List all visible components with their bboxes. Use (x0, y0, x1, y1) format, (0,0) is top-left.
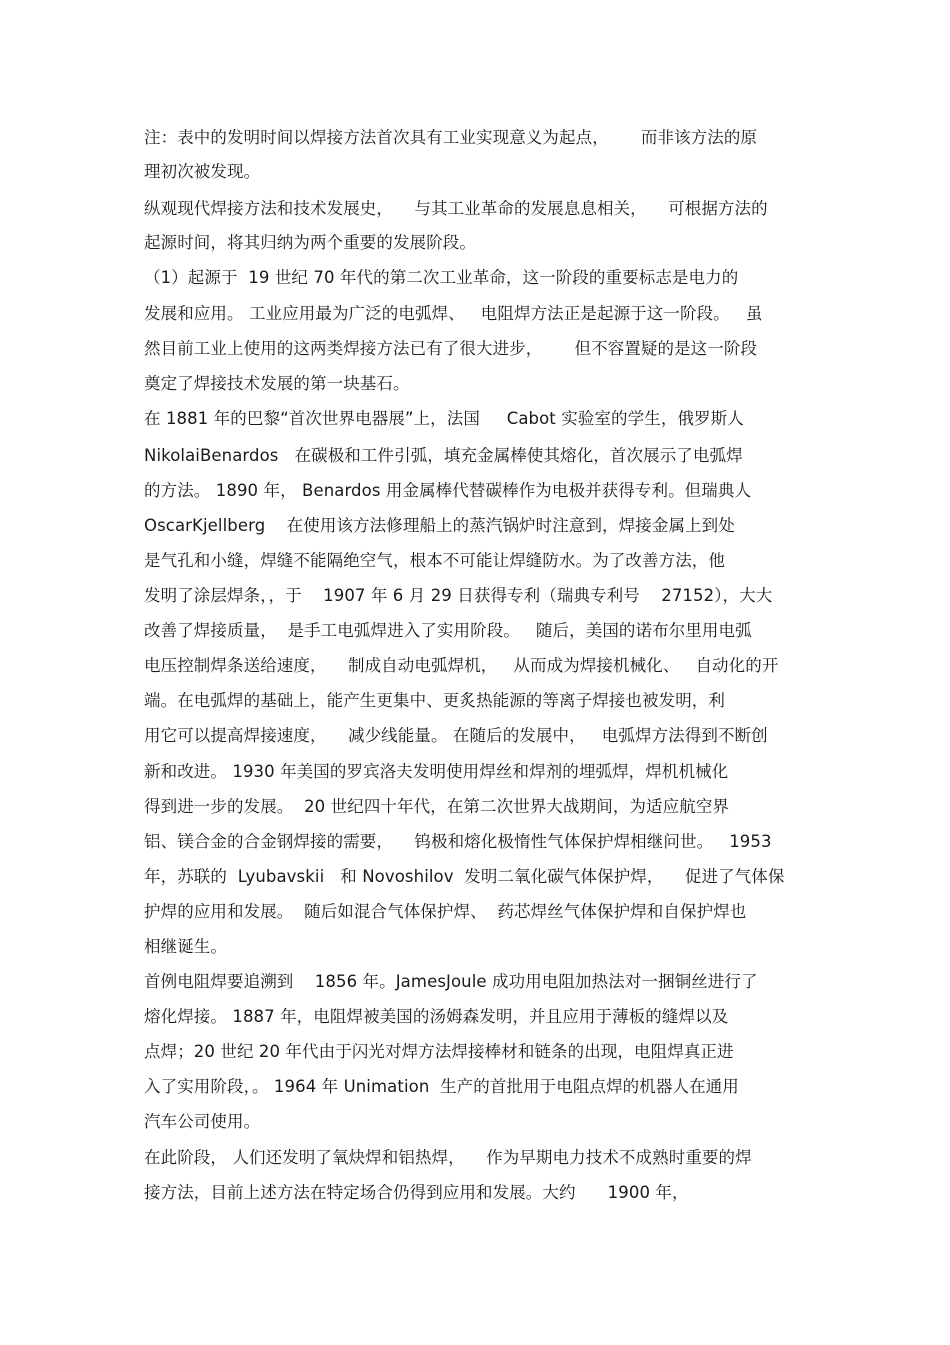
text-line: （1）起源于 19 世纪 70 年代的第二次工业革命，这一阶段的重要标志是电力的 (144, 268, 739, 287)
text-line: 然目前工业上使用的这两类焊接方法已有了很大进步， 但不容置疑的是这一阶段 (144, 339, 758, 358)
text-line: 用它可以提高焊接速度， 减少线能量。 在随后的发展中， 电弧焊方法得到不断创 (144, 726, 768, 745)
text-line: 得到进一步的发展。 20 世纪四十年代，在第二次世界大战期间，为适应航空界 (144, 797, 730, 816)
text-line: 端。在电弧焊的基础上，能产生更集中、更炙热能源的等离子焊接也被发明，利 (144, 691, 725, 710)
text-line: 铝、镁合金的合金钢焊接的需要， 钨极和熔化极惰性气体保护焊相继问世。 1953 (144, 832, 772, 851)
text-line: 相继诞生。 (144, 937, 227, 956)
text-line: 点焊；20 世纪 20 年代由于闪光对焊方法焊接棒材和链条的出现，电阻焊真正进 (144, 1042, 734, 1061)
text-line: 新和改进。 1930 年美国的罗宾洛夫发明使用焊丝和焊剂的埋弧焊，焊机机械化 (144, 762, 729, 781)
text-line: 入了实用阶段，。 1964 年 Unimation 生产的首批用于电阻点焊的机器人在通用 (144, 1077, 739, 1096)
text-line: 护焊的应用和发展。 随后如混合气体保护焊、 药芯焊丝气体保护焊和自保护焊也 (144, 902, 747, 921)
text-line: 纵观现代焊接方法和技术发展史， 与其工业革命的发展息息相关， 可根据方法的 (144, 199, 768, 218)
text-line: 年，苏联的 Lyubavskii 和 Novoshilov 发明二氧化碳气体保护焊， 促进了气体保 (144, 867, 785, 886)
text-line: 注：表中的发明时间以焊接方法首次具有工业实现意义为起点， 而非该方法的原 (144, 128, 758, 147)
text-line: 首例电阻焊要追溯到 1856 年。JamesJoule 成功用电阻加热法对一捆铜丝进行了 (144, 972, 758, 991)
text-line: 改善了焊接质量， 是手工电弧焊进入了实用阶段。 随后，美国的诺布尔里用电弧 (144, 621, 752, 640)
text-line: NikolaiBenardos 在碳极和工件引弧，填充金属棒使其熔化，首次展示了电弧焊 (144, 446, 743, 465)
text-line: 在 1881 年的巴黎“首次世界电器展”上，法国 Cabot 实验室的学生，俄罗斯人 (144, 409, 744, 428)
text-line: OscarKjellberg 在使用该方法修理船上的蒸汽锅炉时注意到，焊接金属上到处 (144, 516, 735, 535)
text-line: 接方法，目前上述方法在特定场合仍得到应用和发展。大约 1900 年， (144, 1183, 689, 1202)
text-line: 奠定了焊接技术发展的第一块基石。 (144, 374, 410, 393)
text-line: 汽车公司使用。 (144, 1112, 261, 1131)
text-line: 熔化焊接。 1887 年，电阻焊被美国的汤姆森发明，并且应用于薄板的缝焊以及 (144, 1007, 729, 1026)
text-line: 在此阶段， 人们还发明了氧炔焊和铝热焊， 作为早期电力技术不成熟时重要的焊 (144, 1148, 752, 1167)
text-line: 发明了涂层焊条，，于 1907 年 6 月 29 日获得专利（瑞典专利号 27152），大大 (144, 586, 773, 605)
text-line: 的方法。 1890 年， Benardos 用金属棒代替碳棒作为电极并获得专利。但瑞典人 (144, 481, 752, 500)
text-line: 发展和应用。 工业应用最为广泛的电弧焊、 电阻焊方法正是起源于这一阶段。 虽 (144, 304, 763, 323)
text-line: 电压控制焊条送给速度， 制成自动电弧焊机， 从而成为焊接机械化、 自动化的开 (144, 656, 779, 675)
text-line: 是气孔和小缝，焊缝不能隔绝空气，根本不可能让焊缝防水。为了改善方法，他 (144, 551, 725, 570)
text-line: 起源时间，将其归纳为两个重要的发展阶段。 (144, 233, 476, 252)
text-line: 理初次被发现。 (144, 162, 261, 181)
